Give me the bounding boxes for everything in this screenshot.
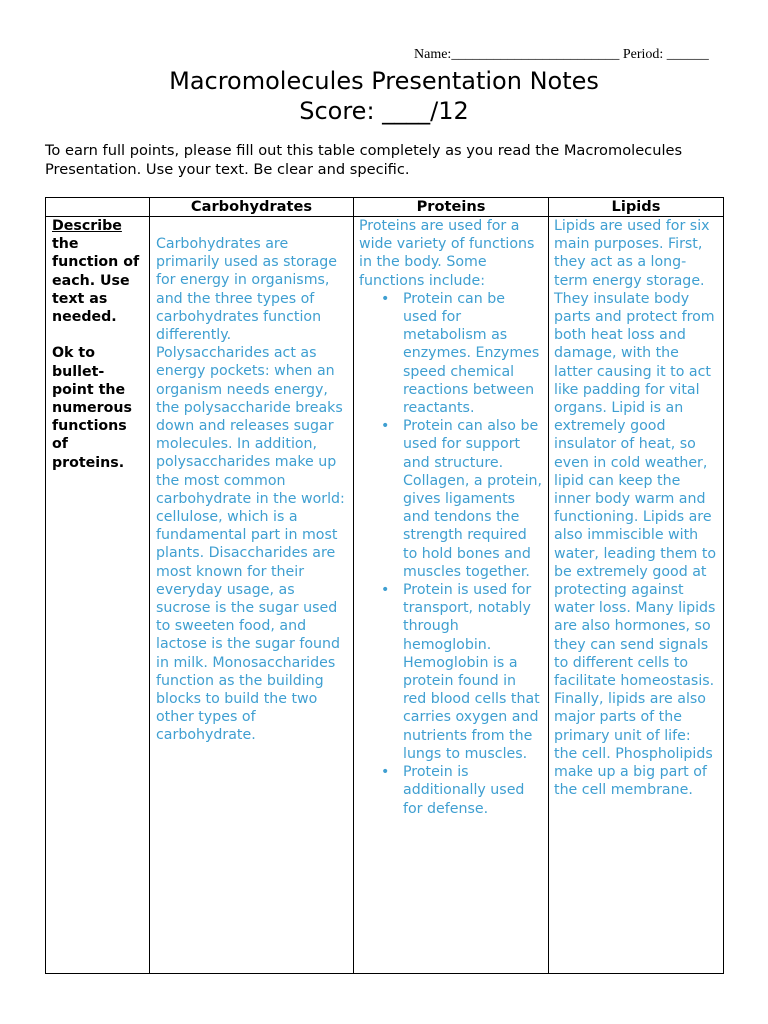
list-item: • Protein is used for transport, notably through hemoglobin. Hemoglobin is a protein found in red blood cells that carries oxygen and nutrients from the lungs to muscles. — [403, 581, 543, 763]
page-title: Macromolecules Presentation Notes — [169, 67, 599, 95]
list-item: • Protein can also be used for support and structure. Collagen, a protein, gives ligaments and tendons the strength required to hold bones and muscles together. — [403, 417, 543, 581]
row-label-note: Ok to bullet-point the numerous functions of proteins. — [52, 345, 132, 471]
header-lipids: Lipids — [549, 198, 724, 217]
score-line: Score: ____/12 — [299, 97, 469, 125]
carbohydrates-cell[interactable]: Carbohydrates are primarily used as storage for energy in organisms, and the three types of carbohydrates function differently. Polysaccharides act as energy pockets: when an organism needs energy, the polysaccharide breaks down and releases sugar molecules. In addition, polysaccharides make up the most common carbohydrate in the world: cellulose, which is a fundamental part in most plants. Disaccharides are most known for their everyday usage, as sucrose is the sugar used to sweeten food, and lactose is the sugar found in milk. Monosaccharides function as the building blocks to build the two other types of carbohydrate. — [150, 217, 354, 974]
row-label-text: the function of each. Use text as needed. — [52, 236, 140, 326]
header-proteins: Proteins — [354, 198, 549, 217]
lipids-cell[interactable]: Lipids are used for six main purposes. First, they act as a long-term energy storage. They insulate body parts and protect from both heat loss and damage, with the latter causing it to act like padding for vital organs. Lipid is an extremely good insulator of heat, so even in cold weather, lipid can keep the inner body warm and functioning. Lipids are also immiscible with water, leading them to be extremely good at protecting against water loss. Many lipids are also hormones, so they can send signals to different cells to facilitate homeostasis. Finally, lipids are also major parts of the primary unit of life: the cell. Phospholipids make up a big part of the cell membrane. — [549, 217, 724, 974]
row-label-cell — [46, 217, 150, 974]
corner-cell — [46, 198, 150, 217]
proteins-intro: Proteins are used for a wide variety of functions in the body. Some functions include: — [359, 218, 535, 289]
notes-table — [45, 197, 724, 974]
instructions: To earn full points, please fill out this table completely as you read the Macromolecules Presentation. Use your text. Be clear and specific. — [45, 142, 683, 178]
name-period-line: Name:________________________ Period: ______ — [414, 47, 709, 62]
list-item: • Protein is additionally used for defense. — [403, 763, 543, 818]
list-item: • Protein can be used for metabolism as enzymes. Enzymes speed chemical reactions between reactants. — [403, 290, 543, 417]
describe-label: Describe — [52, 218, 122, 234]
proteins-cell[interactable] — [354, 217, 549, 974]
header-row — [46, 198, 724, 217]
describe-row — [46, 217, 724, 974]
header-carbohydrates: Carbohydrates — [150, 198, 354, 217]
proteins-bullet-list — [359, 290, 543, 818]
